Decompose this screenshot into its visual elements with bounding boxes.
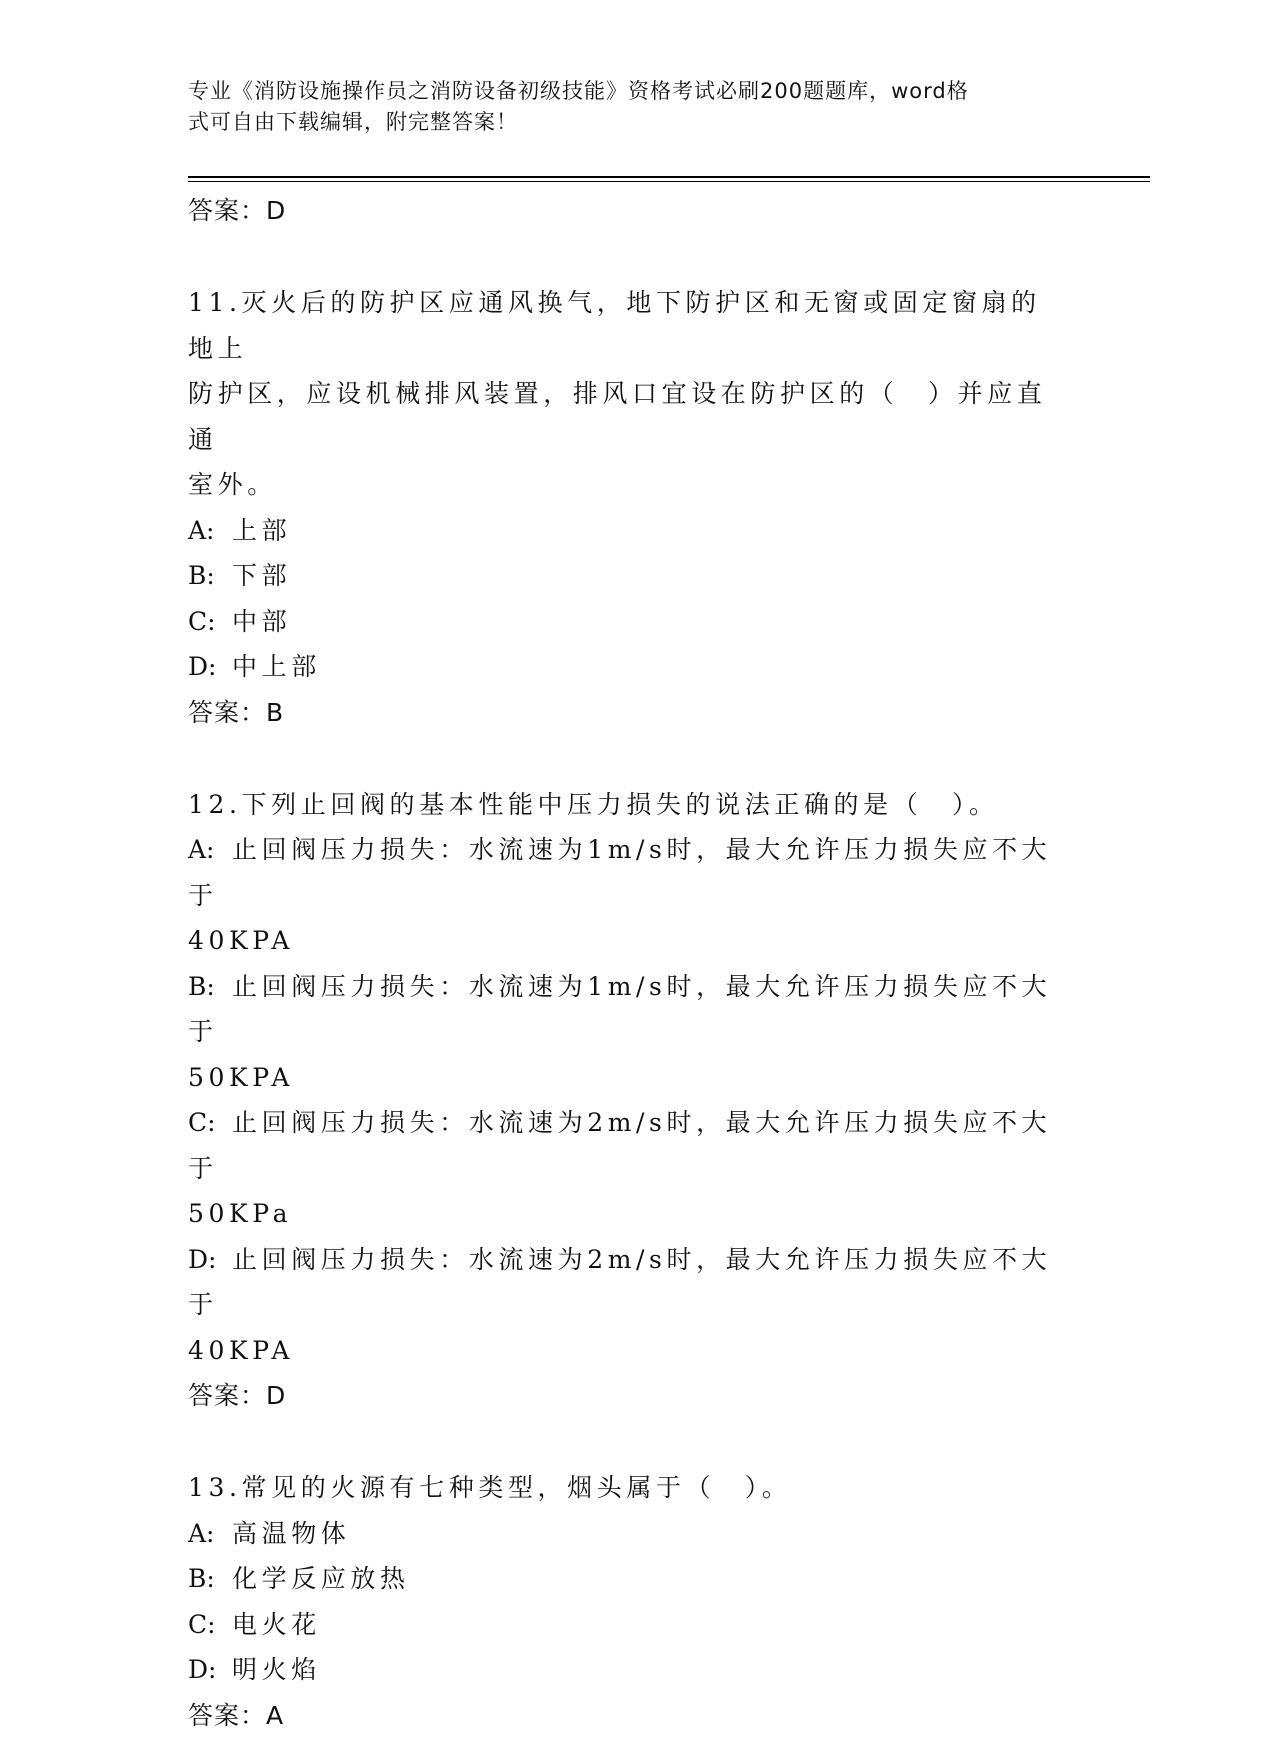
question-line: 12.下列止回阀的基本性能中压力损失的说法正确的是（ ）。 xyxy=(188,789,999,819)
answer-label: 答案：A xyxy=(188,1700,285,1730)
option-letter: D: xyxy=(188,652,217,681)
option-c xyxy=(188,1602,1068,1648)
spacer xyxy=(188,234,1088,280)
option-text: 止回阀压力损失：水流速为1m/s时，最大允许压力损失应不大于 xyxy=(188,835,1052,910)
option-text-continued: 50KPA xyxy=(188,1062,295,1092)
option-letter: D: xyxy=(188,1655,217,1684)
header-divider-thin xyxy=(188,181,1150,182)
document-header xyxy=(188,76,1068,138)
option-letter: C: xyxy=(188,1609,216,1639)
spacer xyxy=(188,1419,1088,1465)
option-text-continued: 40KPA xyxy=(188,926,295,955)
question-12 xyxy=(188,782,1088,1420)
option-letter: A: xyxy=(188,515,215,545)
option-letter: B: xyxy=(188,971,215,1001)
option-text-continued: 50KPa xyxy=(188,1199,293,1228)
option-a xyxy=(188,1511,1068,1557)
question-line: 室外。 xyxy=(188,470,277,499)
option-letter: C: xyxy=(188,1108,216,1137)
answer-label: 答案：D xyxy=(188,1381,287,1410)
option-text: 电火花 xyxy=(232,1609,321,1639)
question-stem xyxy=(188,280,1068,508)
question-13 xyxy=(188,1465,1088,1739)
option-a xyxy=(188,827,1068,964)
option-b xyxy=(188,964,1068,1101)
option-text: 化学反应放热 xyxy=(232,1564,410,1593)
question-line: 防护区，应设机械排风装置，排风口宜设在防护区的（ ）并应直通 xyxy=(188,379,1047,454)
option-c xyxy=(188,1100,1068,1237)
option-text: 止回阀压力损失：水流速为2m/s时，最大允许压力损失应不大于 xyxy=(188,1244,1052,1319)
option-text: 中部 xyxy=(232,606,292,636)
option-text: 明火焰 xyxy=(232,1655,321,1684)
header-divider-thick xyxy=(188,176,1150,178)
question-line: 11.灭火后的防护区应通风换气，地下防护区和无窗或固定窗扇的地上 xyxy=(188,288,1041,363)
option-b xyxy=(188,1556,1068,1602)
option-b xyxy=(188,553,1068,599)
option-d xyxy=(188,644,1068,690)
option-letter: A: xyxy=(188,1518,215,1548)
option-letter: B: xyxy=(188,1564,215,1593)
option-letter: A: xyxy=(188,835,215,864)
header-line-2: 式可自由下载编辑，附完整答案！ xyxy=(188,110,518,134)
header-line-1: 专业《消防设施操作员之消防设备初级技能》资格考试必刷200题题库，word格 xyxy=(188,79,969,103)
question-stem xyxy=(188,1465,1068,1511)
question-line: 13.常见的火源有七种类型，烟头属于（ ）。 xyxy=(188,1473,792,1502)
option-d xyxy=(188,1237,1068,1374)
option-letter: C: xyxy=(188,606,216,636)
option-text: 止回阀压力损失：水流速为2m/s时，最大允许压力损失应不大于 xyxy=(188,1108,1052,1183)
option-a xyxy=(188,508,1068,554)
option-text: 止回阀压力损失：水流速为1m/s时，最大允许压力损失应不大于 xyxy=(188,971,1052,1046)
option-text: 上部 xyxy=(232,515,292,545)
option-text: 下部 xyxy=(232,561,292,590)
option-text: 高温物体 xyxy=(232,1518,351,1548)
option-text: 中上部 xyxy=(232,652,321,681)
spacer xyxy=(188,736,1088,782)
answer-label: 答案：B xyxy=(188,697,285,727)
option-letter: B: xyxy=(188,561,215,590)
previous-answer: 答案：D xyxy=(188,196,287,225)
document-body xyxy=(188,188,1088,1739)
option-c xyxy=(188,599,1068,645)
option-text-continued: 40KPA xyxy=(188,1335,295,1365)
option-letter: D: xyxy=(188,1244,217,1274)
question-stem xyxy=(188,782,1068,828)
option-d xyxy=(188,1647,1068,1693)
question-11 xyxy=(188,280,1088,736)
